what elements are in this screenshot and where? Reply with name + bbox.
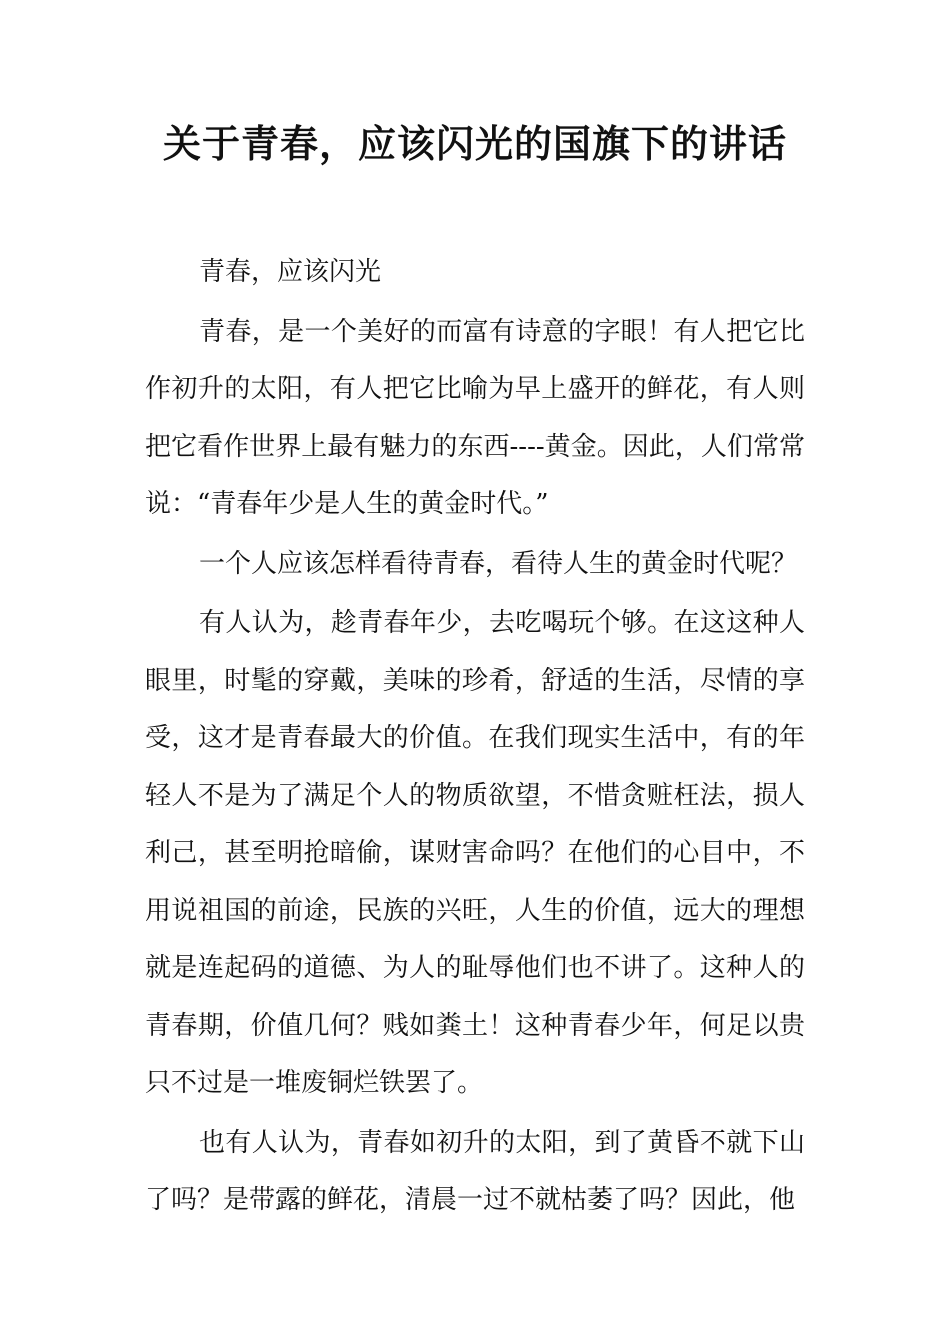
document-title: 关于青春，应该闪光的国旗下的讲话: [162, 122, 787, 166]
paragraph: 有人认为，趁青春年少，去吃喝玩个够。在这这种人眼里，时髦的穿戴，美味的珍肴，舒适的生活，尽情的享受，这才是青春最大的价值。在我们现实生活中，有的年轻人不是为了满足个人的物质欲望，不惜贪赃枉法，损人利己，甚至明抢暗偷，谋财害命吗？在他们的心目中，不用说祖国的前途，民族的兴旺，人生的价值，远大的理想就是连起码的道德、为人的耻辱他们也不讲了。这种人的青春期，价值几何？贱如粪土！这种青春少年，何足以贵只不过是一堆废铜烂铁罢了。: [145, 608, 805, 1098]
paragraph: 一个人应该怎样看待青春，看待人生的黄金时代呢？: [199, 548, 798, 579]
paragraph: 也有人认为，青春如初升的太阳，到了黄昏不就下山了吗？是带露的鲜花，清晨一过不就枯萎了吗？因此，他: [145, 1127, 805, 1215]
paragraph-subtitle: 青春，应该闪光: [199, 257, 382, 287]
document-body: [145, 244, 805, 1232]
paragraph: 青春，是一个美好的而富有诗意的字眼！有人把它比作初升的太阳，有人把它比喻为早上盛开的鲜花，有人则把它看作世界上最有魅力的东西----黄金。因此，人们常常说：“青春年少是人生的黄金时代。”: [145, 316, 805, 519]
